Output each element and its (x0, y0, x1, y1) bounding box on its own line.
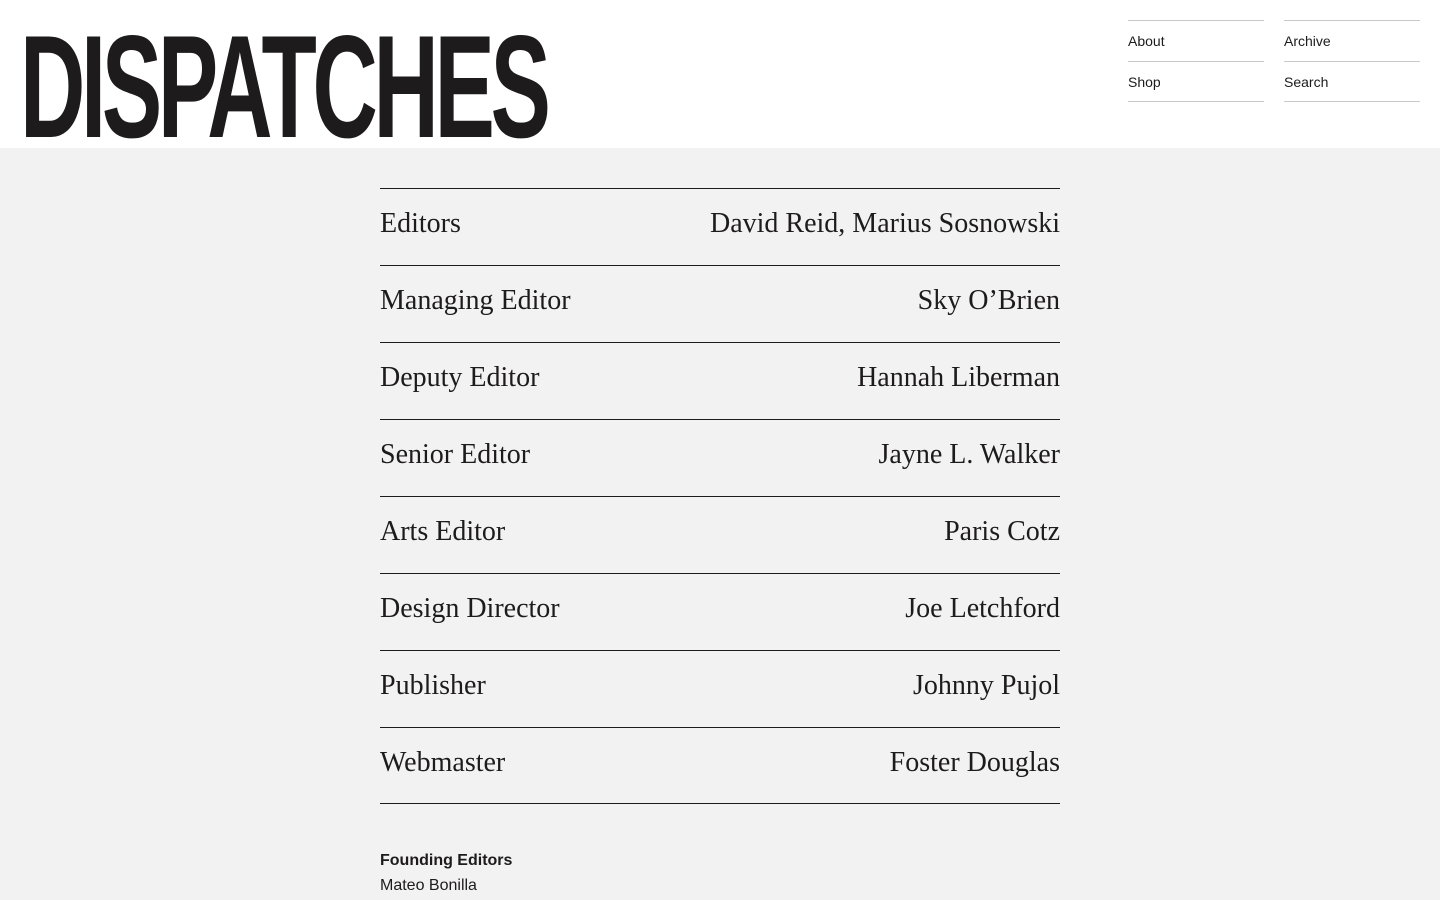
nav-link-about[interactable]: About (1128, 20, 1264, 61)
masthead-row (380, 419, 1060, 496)
masthead-name: Johnny Pujol (912, 670, 1060, 701)
masthead-name: Paris Cotz (944, 516, 1060, 547)
masthead-name: Hannah Liberman (857, 362, 1060, 393)
founding-editors (380, 850, 1060, 900)
masthead-row (380, 342, 1060, 419)
founding-editor-name: Mateo Bonilla (380, 877, 477, 894)
masthead-name: Joe Letchford (905, 593, 1060, 624)
nav-link-shop[interactable]: Shop (1128, 61, 1264, 102)
masthead-row (380, 265, 1060, 342)
masthead-name: Foster Douglas (889, 746, 1060, 778)
nav-link-search[interactable]: Search (1284, 61, 1420, 102)
masthead-row (380, 650, 1060, 727)
masthead-role: Deputy Editor (380, 362, 540, 393)
masthead-name: David Reid, Marius Sosnowski (710, 208, 1060, 239)
masthead-name: Sky O’Brien (917, 285, 1060, 316)
masthead-role: Senior Editor (380, 439, 531, 470)
nav-column-left (1128, 20, 1264, 102)
masthead-role: Arts Editor (380, 516, 506, 547)
masthead-role: Editors (380, 208, 461, 239)
site-header (0, 0, 1440, 168)
masthead-role: Webmaster (380, 746, 506, 778)
nav-link-archive[interactable]: Archive (1284, 20, 1420, 61)
masthead-list (380, 188, 1060, 804)
masthead-role: Publisher (380, 670, 486, 701)
site-logo[interactable]: DISPATCHES (20, 5, 547, 168)
nav-column-right (1284, 20, 1420, 102)
masthead-row (380, 573, 1060, 650)
masthead-row (380, 727, 1060, 804)
masthead-role: Design Director (380, 593, 560, 624)
masthead-name: Jayne L. Walker (878, 439, 1060, 470)
masthead-role: Managing Editor (380, 285, 571, 316)
masthead-row (380, 188, 1060, 265)
masthead-row (380, 496, 1060, 573)
founding-editors-heading: Founding Editors (380, 852, 513, 869)
